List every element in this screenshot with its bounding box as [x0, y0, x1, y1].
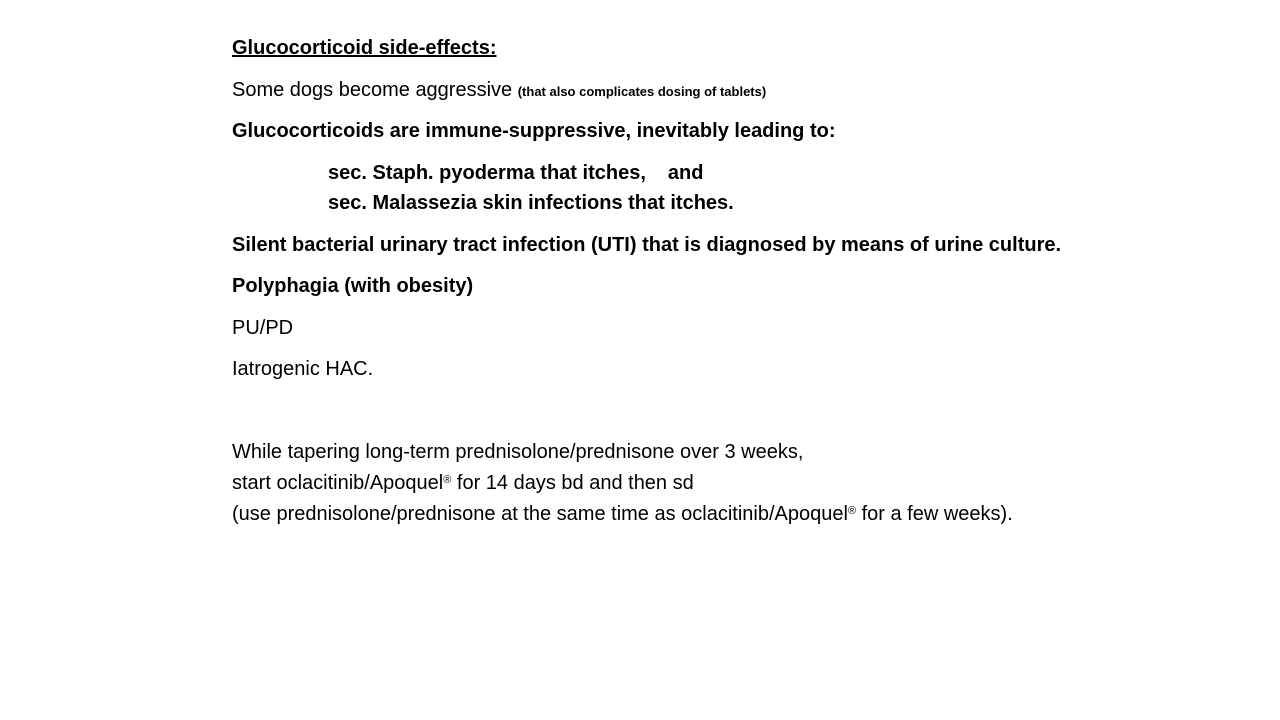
immune-line: Glucocorticoids are immune-suppressive, inevitably leading to: [232, 120, 836, 142]
slide-title: Glucocorticoid side-effects: [232, 37, 497, 59]
and-text: and [667, 162, 704, 184]
pupd-line: PU/PD [232, 317, 294, 339]
tapering-line-2-end: for 14 days bd and then sd [451, 472, 694, 494]
tapering-line-2 [232, 471, 694, 495]
registered-mark: ® [443, 474, 452, 486]
aggressive-line [232, 78, 766, 104]
tapering-line-1: While tapering long-term prednisolone/prednisone over 3 weeks, [232, 441, 804, 463]
tapering-line-2-start: start oclacitinib/Apoquel [232, 472, 444, 494]
tapering-line-3-start: (use prednisolone/prednisone at the same time as oclacitinib/Apoquel [232, 503, 848, 525]
tapering-line-3-end: for a few weeks). [856, 503, 1013, 525]
staph-text: sec. Staph. pyoderma that itches, [328, 162, 646, 184]
hac-line: Iatrogenic HAC. [232, 358, 374, 380]
aggressive-text: Some dogs become aggressive [232, 79, 513, 101]
malassezia-line: sec. Malassezia skin infections that itches. [328, 192, 734, 214]
uti-line: Silent bacterial urinary tract infection (UTI) that is diagnosed by means of urine culture. [232, 234, 1062, 256]
staph-line [328, 161, 703, 185]
registered-mark: ® [847, 505, 857, 517]
polyphagia-line: Polyphagia (with obesity) [232, 275, 474, 297]
aggressive-note: (that also complicates dosing of tablets) [517, 84, 767, 99]
tapering-line-3 [232, 502, 1013, 526]
